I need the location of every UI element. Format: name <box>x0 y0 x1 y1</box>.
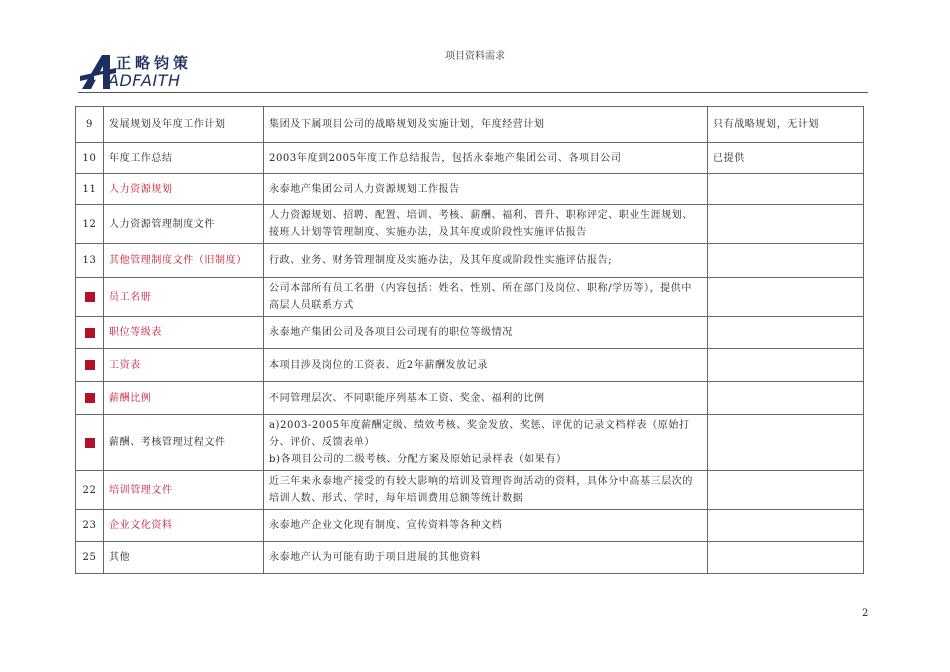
row-number: 9 <box>76 107 104 143</box>
table-row <box>76 415 864 471</box>
item-description: 行政、业务、财务管理制度及实施办法，及其年度或阶段性实施评估报告; <box>264 244 708 278</box>
highlight-marker <box>85 393 95 403</box>
item-name: 工资表 <box>104 349 264 382</box>
row-number: 25 <box>76 542 104 574</box>
item-name: 员工名册 <box>104 278 264 317</box>
item-description: 本项目涉及岗位的工资表、近2年薪酬发放记录 <box>264 349 708 382</box>
table-row <box>76 471 864 510</box>
item-description: 永泰地产认为可能有助于项目进展的其他资料 <box>264 542 708 574</box>
item-description-a: a)2003-2005年度薪酬定级、绩效考核、奖金发放、奖惩、评优的记录文档样表（原始打分、评价、反馈表单） <box>269 420 690 448</box>
item-note <box>708 349 864 382</box>
item-note <box>708 510 864 542</box>
item-description: 集团及下属项目公司的战略规划及实施计划，年度经营计划 <box>264 107 708 143</box>
table-row <box>76 205 864 244</box>
item-note <box>708 542 864 574</box>
item-description: 2003年度到2005年度工作总结报告，包括永泰地产集团公司、各项目公司 <box>264 143 708 174</box>
item-name: 薪酬、考核管理过程文件 <box>104 415 264 471</box>
table-row <box>76 349 864 382</box>
item-note: 已提供 <box>708 143 864 174</box>
row-number: 23 <box>76 510 104 542</box>
page-number: 2 <box>862 608 869 619</box>
table-row <box>76 278 864 317</box>
item-description: 永泰地产企业文化现有制度、宣传资料等各种文档 <box>264 510 708 542</box>
table-row <box>76 382 864 415</box>
item-description-b: b)各项目公司的二级考核、分配方案及原始记录样表（如果有） <box>269 454 567 465</box>
header-divider <box>78 92 868 93</box>
item-description: 永泰地产集团公司及各项目公司现有的职位等级情况 <box>264 317 708 349</box>
item-name: 薪酬比例 <box>104 382 264 415</box>
item-note: 只有战略规划，无计划 <box>708 107 864 143</box>
item-description: 永泰地产集团公司人力资源规划工作报告 <box>264 174 708 205</box>
highlight-marker <box>85 292 95 302</box>
item-name: 发展规划及年度工作计划 <box>104 107 264 143</box>
item-note <box>708 382 864 415</box>
item-description: 人力资源规划、招聘、配置、培训、考核、薪酬、福利、晋升、职称评定、职业生涯规划、接班人计划等管理制度、实施办法，及其年度或阶段性实施评估报告 <box>264 205 708 244</box>
item-name: 职位等级表 <box>104 317 264 349</box>
table-row <box>76 244 864 278</box>
item-note <box>708 471 864 510</box>
row-number: 13 <box>76 244 104 278</box>
highlight-marker <box>85 360 95 370</box>
item-name: 人力资源管理制度文件 <box>104 205 264 244</box>
item-name: 企业文化资料 <box>104 510 264 542</box>
item-description: 公司本部所有员工名册（内容包括：姓名、性别、所在部门及岗位、职称/学历等），提供中高层人员联系方式 <box>264 278 708 317</box>
table-row <box>76 107 864 143</box>
logo-english-text: ADFAITH <box>108 71 181 90</box>
row-number: 11 <box>76 174 104 205</box>
table-row <box>76 510 864 542</box>
table-row <box>76 143 864 174</box>
item-description: 不同管理层次、不同职能序列基本工资、奖金、福利的比例 <box>264 382 708 415</box>
table-row <box>76 174 864 205</box>
highlight-marker <box>85 328 95 338</box>
item-name: 年度工作总结 <box>104 143 264 174</box>
item-note <box>708 415 864 471</box>
highlight-marker <box>85 438 95 448</box>
item-name: 人力资源规划 <box>104 174 264 205</box>
row-number: 10 <box>76 143 104 174</box>
row-number: 12 <box>76 205 104 244</box>
item-name: 培训管理文件 <box>104 471 264 510</box>
adfaith-logo <box>80 52 220 92</box>
item-name: 其他 <box>104 542 264 574</box>
table-row <box>76 542 864 574</box>
item-note <box>708 174 864 205</box>
row-number: 22 <box>76 471 104 510</box>
logo-chinese-text: 正略钧策 <box>116 54 193 72</box>
requirements-table <box>75 106 864 574</box>
item-note <box>708 278 864 317</box>
item-description: 近三年来永泰地产接受的有较大影响的培训及管理咨询活动的资料，具体分中高基三层次的培训人数、形式、学时，每年培训费用总额等统计数据 <box>264 471 708 510</box>
item-note <box>708 244 864 278</box>
page-header-title: 项目资料需求 <box>445 51 505 62</box>
item-note <box>708 205 864 244</box>
table-row <box>76 317 864 349</box>
item-name: 其他管理制度文件（旧制度） <box>104 244 264 278</box>
item-note <box>708 317 864 349</box>
